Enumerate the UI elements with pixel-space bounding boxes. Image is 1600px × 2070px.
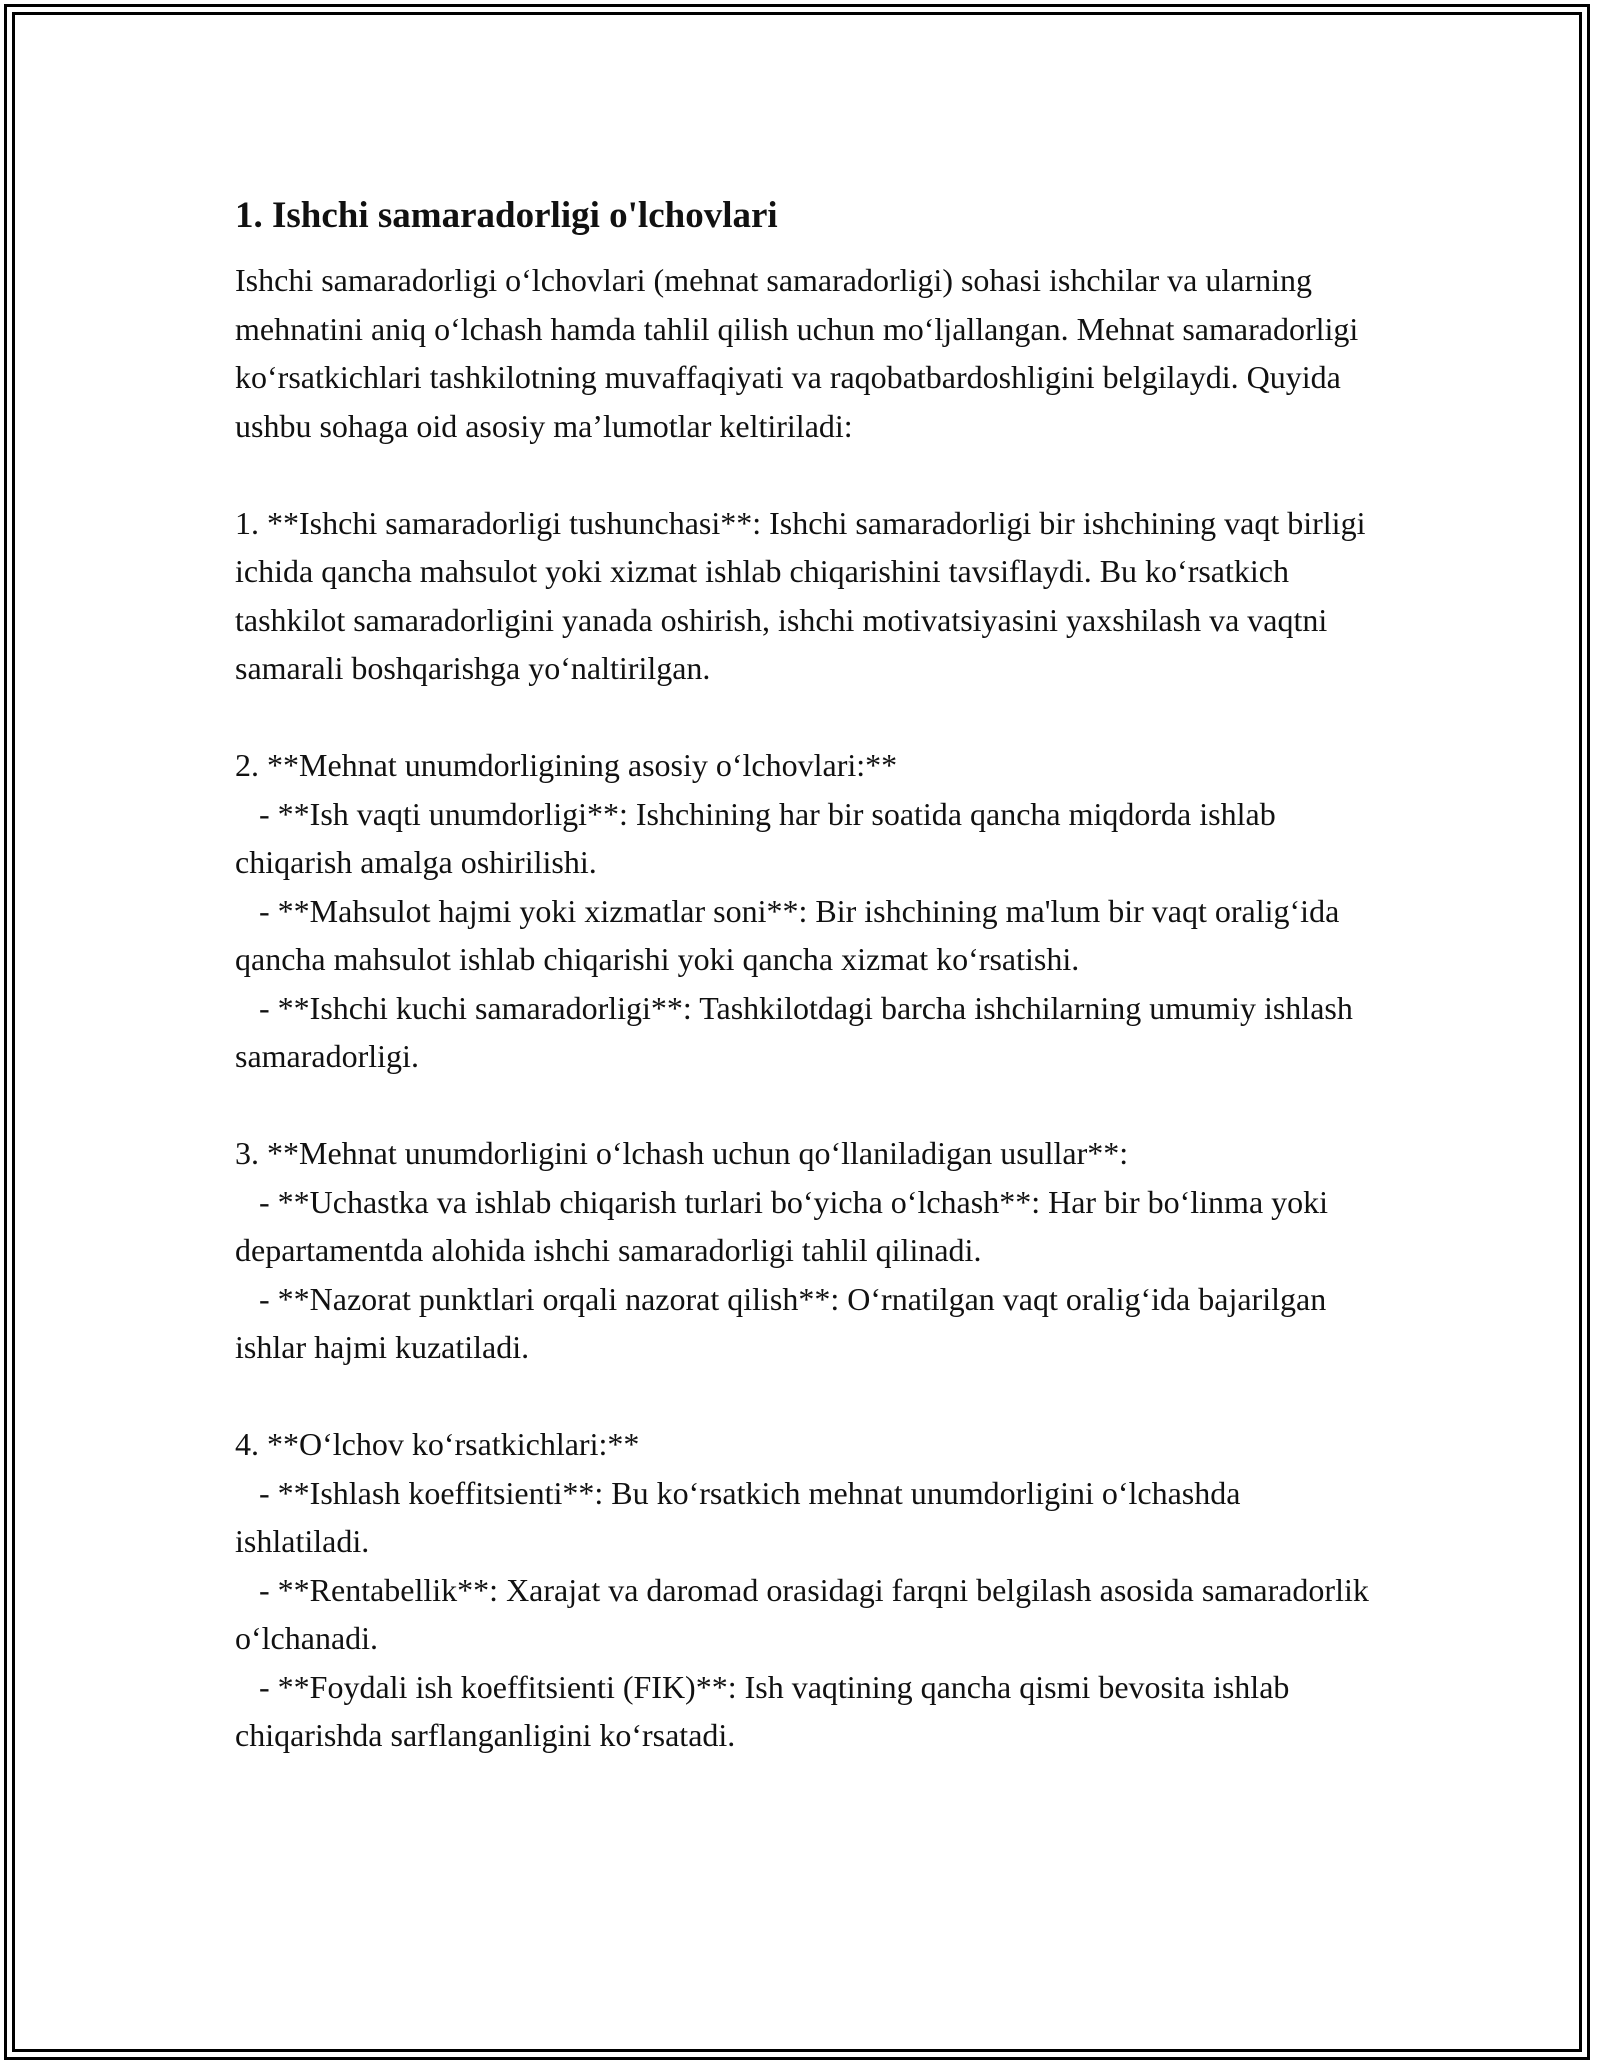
section-4 <box>235 1420 1375 1760</box>
list-item: - **Ishlash koeffitsienti**: Bu ko‘rsatkich mehnat unumdorligini o‘lchashda ishlatiladi. <box>235 1474 1249 1559</box>
section-2-heading: 2. **Mehnat unumdorligining asosiy o‘lchovlari:** <box>235 747 898 783</box>
section-1 <box>235 499 1375 693</box>
list-item: - **Foydali ish koeffitsienti (FIK)**: Ish vaqtining qancha qismi bevosita ishlab chiqarishda sarflanganligini ko‘rsatadi. <box>235 1668 1298 1753</box>
list-item: - **Uchastka va ishlab chiqarish turlari bo‘yicha o‘lchash**: Har bir bo‘linma yoki departamentda alohida ishchi samaradorligi tahlil qilinadi. <box>235 1183 1337 1268</box>
list-item: - **Nazorat punktlari orqali nazorat qilish**: O‘rnatilgan vaqt oralig‘ida bajarilgan ishlar hajmi kuzatiladi. <box>235 1280 1335 1365</box>
list-item: - **Rentabellik**: Xarajat va daromad orasidagi farqni belgilash asosida samaradorlik o‘lchanadi. <box>235 1571 1377 1656</box>
section-1-text: 1. **Ishchi samaradorligi tushunchasi**: Ishchi samaradorligi bir ishchining vaqt birligi ichida qancha mahsulot yoki xizmat ishlab chiqarishini tavsiflaydi. Bu ko‘rsatkich tashkilot samaradorligini yanada oshirish, ishchi motivatsiyasini yaxshilash va vaqtni samarali boshqarishga yo‘naltirilgan. <box>235 504 1374 686</box>
document-title: 1. Ishchi samaradorligi o'lchovlari <box>235 195 778 236</box>
section-2 <box>235 741 1375 1081</box>
document-page <box>235 188 1375 1808</box>
intro-text: Ishchi samaradorligi o‘lchovlari (mehnat samaradorligi) sohasi ishchilar va ularning mehnatini aniq o‘lchash hamda tahlil qilish uchun mo‘ljallangan. Mehnat samaradorligi ko‘rsatkichlari tashkilotning muvaffaqiyati va raqobatbardoshligini belgilaydi. Quyida ushbu sohaga oid asosiy ma’lumotlar keltiriladi: <box>235 262 1367 444</box>
section-3 <box>235 1129 1375 1372</box>
list-item: - **Ish vaqti unumdorligi**: Ishchining har bir soatida qancha miqdorda ishlab chiqarish amalga oshirilishi. <box>235 795 1284 880</box>
list-item: - **Ishchi kuchi samaradorligi**: Tashkilotdagi barcha ishchilarning umumiy ishlash samaradorligi. <box>235 989 1361 1074</box>
intro-paragraph <box>235 256 1375 450</box>
section-4-heading: 4. **O‘lchov ko‘rsatkichlari:** <box>235 1426 640 1462</box>
section-3-heading: 3. **Mehnat unumdorligini o‘lchash uchun qo‘llaniladigan usullar**: <box>235 1135 1129 1171</box>
list-item: - **Mahsulot hajmi yoki xizmatlar soni**: Bir ishchining ma'lum bir vaqt oralig‘ida qancha mahsulot ishlab chiqarishi yoki qancha xizmat ko‘rsatishi. <box>235 892 1348 977</box>
